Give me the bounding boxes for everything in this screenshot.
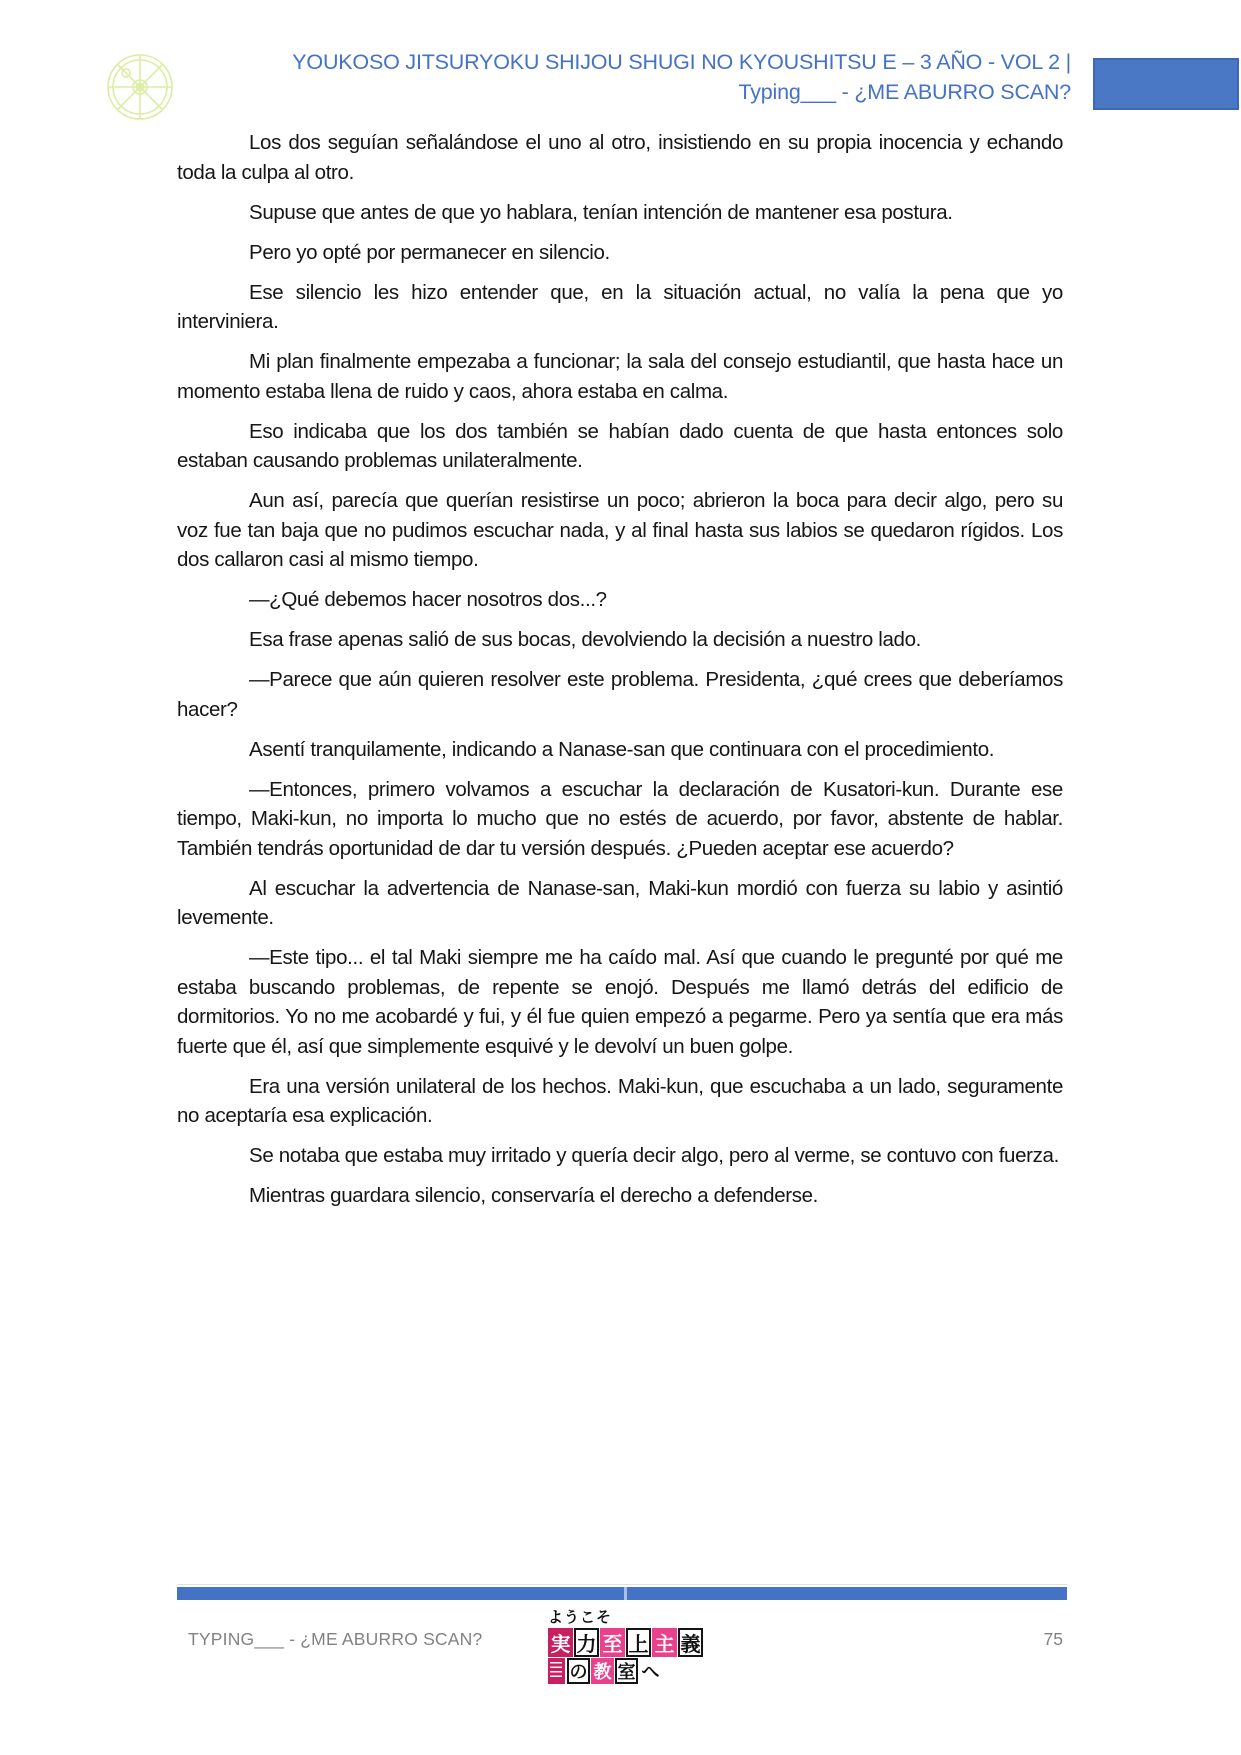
paragraph: —Entonces, primero volvamos a escuchar la declaración de Kusatori-kun. Durante ese tiempo, Maki-kun, no importa lo mucho que no estés de acuerdo, por favor, abstente de hablar. También tendrás oportunidad de dar tu versión después. ¿Pueden aceptar ese acuerdo?: [177, 777, 1063, 860]
paragraph: Ese silencio les hizo entender que, en la situación actual, no valía la pena que yo interviniera.: [177, 280, 1063, 333]
paragraph: Era una versión unilateral de los hechos. Maki-kun, que escuchaba a un lado, seguramente no aceptaría esa explicación.: [177, 1074, 1063, 1127]
logo-kanji-block: 至: [600, 1628, 625, 1657]
logo-fine-print: [548, 1658, 565, 1684]
logo-kanji-block: 室: [615, 1658, 638, 1684]
paragraph: Supuse que antes de que yo hablara, tenían intención de mantener esa postura.: [249, 200, 953, 224]
paragraph: Aun así, parecía que querían resistirse un poco; abrieron la boca para decir algo, pero su voz fue tan baja que no pudimos escuchar nada, y al final hasta sus labios se quedaron rígidos. Los dos callaron casi al mismo tiempo.: [177, 489, 1063, 571]
paragraph: Pero yo opté por permanecer en silencio.: [249, 240, 610, 264]
logo-kanji-block: 主: [652, 1628, 677, 1657]
logo-kanji-block: 義: [678, 1628, 703, 1657]
logo-kanji-block: 力: [574, 1628, 599, 1657]
paragraph: Mi plan finalmente empezaba a funcionar; la sala del consejo estudiantil, que hasta hace un momento estaba llena de ruido y caos, ahora estaba en calma.: [177, 350, 1063, 403]
ship-wheel-icon: [104, 50, 176, 124]
footer-scan-name: TYPING___ - ¿ME ABURRO SCAN?: [188, 1629, 483, 1649]
paragraph: Mientras guardara silencio, conservaría el derecho a defenderse.: [249, 1184, 819, 1207]
paragraph: Eso indicaba que los dos también se habían dado cuenta de que hasta entonces solo estaban causando problemas unilateralmente.: [177, 419, 1063, 472]
footer-rule: [177, 1584, 1067, 1585]
paragraph: Se notaba que estaba muy irritado y quería decir algo, pero al verme, se contuvo con fuerza.: [249, 1144, 1059, 1167]
logo-kanji-block: 実: [548, 1628, 573, 1657]
logo-kanji-block: 上: [626, 1628, 651, 1657]
logo-kanji-block: 教: [591, 1658, 614, 1684]
logo-row-1: [548, 1628, 718, 1657]
paragraph: —Parece que aún quieren resolver este problema. Presidenta, ¿qué crees que deberíamos hacer?: [177, 668, 1063, 721]
header-accent-rectangle: [1093, 58, 1239, 110]
logo-kanji-block: へ: [641, 1662, 660, 1683]
paragraph: Esa frase apenas salió de sus bocas, devolviendo la decisión a nuestro lado.: [249, 628, 921, 651]
logo-welcome-text: ようこそ: [548, 1608, 613, 1626]
paragraph: —Este tipo... el tal Maki siempre me ha caído mal. Así que cuando le pregunté por qué me estaba buscando problemas, de repente se enojó. Después me llamó detrás del edificio de dormitorios. Yo no me acobardé y fui, y él fue quien empezó a pegarme. Pero ya sentía que era más fuerte que él, así que simplemente esquivé y le devolví un buen golpe.: [177, 946, 1063, 1058]
paragraph: Al escuchar la advertencia de Nanase-san, Maki-kun mordió con fuerza su labio y asintió levemente.: [177, 876, 1063, 929]
paragraph: Asentí tranquilamente, indicando a Nanase-san que continuara con el procedimiento.: [249, 737, 995, 761]
paragraph: —¿Qué debemos hacer nosotros dos...?: [249, 588, 607, 611]
footer-bar-seam: [624, 1587, 627, 1600]
logo-kanji-block: の: [567, 1658, 590, 1684]
paragraph: Los dos seguían señalándose el uno al otro, insistiendo en su propia inocencia y echando toda la culpa al otro.: [177, 131, 1063, 184]
footer-page-number: 75: [1043, 1629, 1063, 1649]
logo-row-2: [548, 1658, 718, 1684]
footer-accent-bar: [177, 1587, 1067, 1600]
body-paragraphs: [177, 128, 1063, 1221]
classroom-of-the-elite-logo: [548, 1609, 718, 1684]
header-title: YOUKOSO JITSURYOKU SHIJOU SHUGI NO KYOUSHITSU E – 3 AÑO - VOL 2 | Typing___ - ¿ME ABURRO SCAN?: [292, 50, 1071, 104]
